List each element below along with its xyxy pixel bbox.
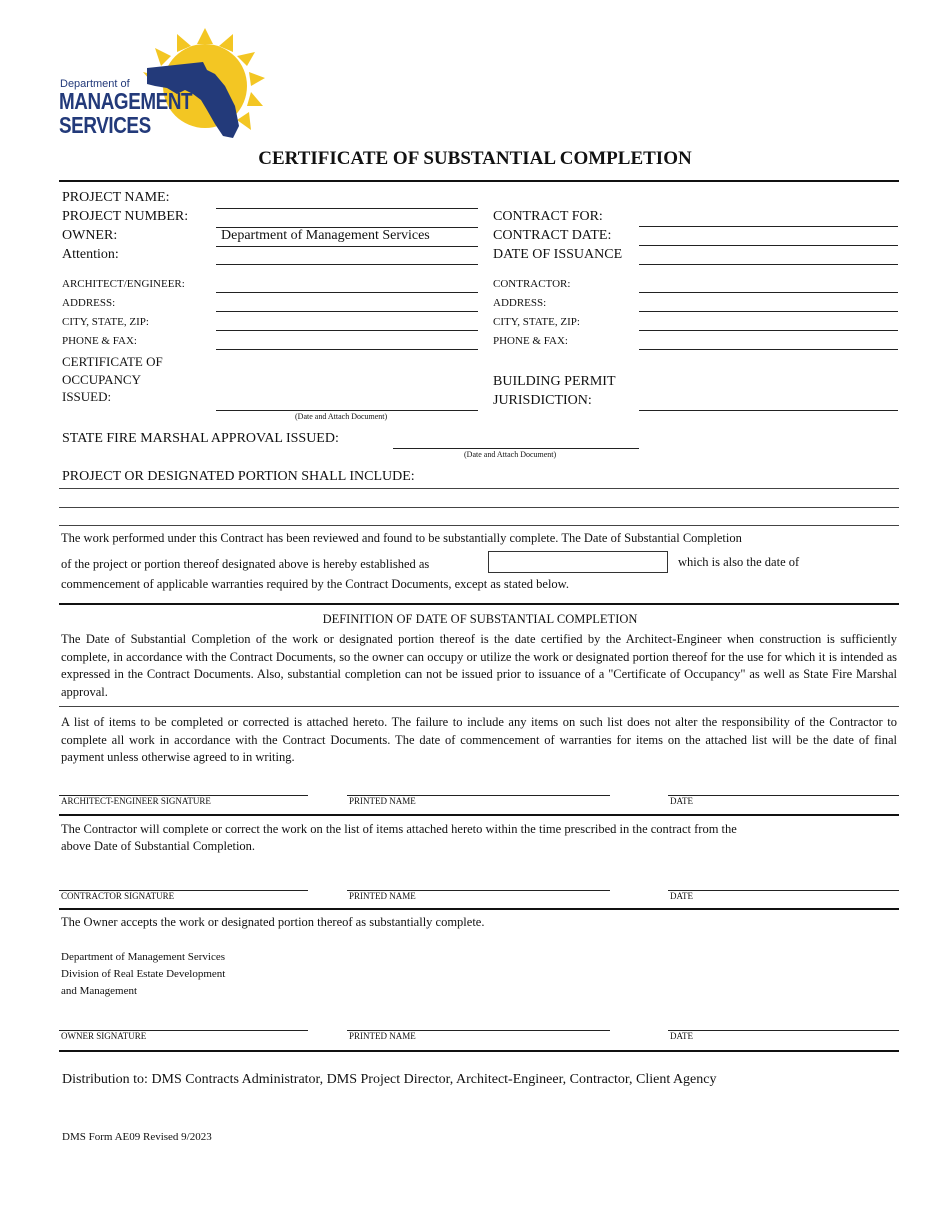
- contract-date-label: CONTRACT DATE:: [493, 228, 612, 243]
- designated-line-2: [59, 507, 899, 508]
- occupancy-note: (Date and Attach Document): [295, 412, 388, 421]
- owner-org-line-3: and Management: [61, 985, 138, 997]
- logo-line-2: MANAGEMENT: [59, 88, 193, 114]
- owner-value: Department of Management Services: [221, 228, 430, 243]
- owner-rule: [59, 1050, 899, 1052]
- page-title: CERTIFICATE OF SUBSTANTIAL COMPLETION: [258, 148, 692, 169]
- architect-date-label: DATE: [670, 796, 693, 806]
- building-permit-label-2: JURISDICTION:: [493, 393, 592, 408]
- architect-engineer-field[interactable]: [216, 275, 478, 293]
- statement-line-2: of the project or portion thereof designated above is hereby established as: [61, 557, 430, 571]
- contract-for-field[interactable]: [639, 209, 898, 227]
- phone-left-underline: [216, 349, 478, 350]
- occupancy-field[interactable]: [216, 392, 478, 410]
- phone-left-field[interactable]: [216, 332, 478, 350]
- dms-logo: [55, 28, 270, 143]
- designated-line-1: [59, 488, 899, 489]
- building-permit-field[interactable]: [639, 392, 898, 410]
- phone-right-field[interactable]: [639, 332, 898, 350]
- fire-marshal-field[interactable]: [393, 430, 639, 448]
- architect-rule: [59, 814, 899, 816]
- city-left-label: CITY, STATE, ZIP:: [62, 316, 149, 328]
- architect-date-line: [668, 795, 899, 796]
- phone-left-label: PHONE & FAX:: [62, 335, 137, 347]
- attention-label: Attention:: [62, 247, 119, 262]
- contractor-date-field[interactable]: [668, 871, 899, 889]
- contractor-text-line-1: The Contractor will complete or correct the work on the list of items attached hereto within the time prescribed in the contract from the: [61, 822, 737, 836]
- owner-org-line-1: Department of Management Services: [61, 951, 226, 963]
- contractor-label: CONTRACTOR:: [493, 278, 571, 290]
- building-permit-label-1: BUILDING PERMIT: [493, 374, 616, 389]
- definition-rule: [59, 706, 899, 707]
- architect-printed-label: PRINTED NAME: [349, 796, 416, 806]
- address-right-underline: [639, 311, 898, 312]
- date-of-issuance-label: DATE OF ISSUANCE: [493, 247, 623, 262]
- definition-heading: DEFINITION OF DATE OF SUBSTANTIAL COMPLETION: [322, 612, 638, 626]
- contractor-signature-label: CONTRACTOR SIGNATURE: [61, 891, 175, 901]
- city-left-field[interactable]: [216, 313, 478, 331]
- logo-line-1: Department of: [60, 78, 130, 90]
- address-left-field[interactable]: [216, 294, 478, 312]
- contractor-rule: [59, 908, 899, 910]
- date-of-issuance-field[interactable]: [639, 247, 898, 265]
- project-number-field[interactable]: [216, 209, 478, 227]
- owner-date-line: [668, 1030, 899, 1031]
- owner-date-field[interactable]: [668, 1011, 899, 1029]
- architect-date-field[interactable]: [668, 776, 899, 794]
- designated-line-3: [59, 525, 899, 526]
- logo-line-3: SERVICES: [59, 112, 151, 138]
- address-left-label: ADDRESS:: [62, 297, 116, 309]
- fire-marshal-label: STATE FIRE MARSHAL APPROVAL ISSUED:: [62, 431, 339, 446]
- architect-engineer-underline: [216, 292, 478, 293]
- definition-text: The Date of Substantial Completion of the work or designated portion thereof is the date certified by the Architect-Engineer when construction is sufficiently complete, in accordance with the Contract Documents, so the owner can occupy or utilize the work or designated portion thereof for the use for which it is intended as expressed in the Contract Documents. Also, substantial completion can not be issued prior to issuance of a "Certificate of Occupancy" as well as State Fire Marshal approval.: [61, 632, 897, 699]
- contractor-printed-field[interactable]: [347, 871, 610, 889]
- attention-field[interactable]: [216, 247, 478, 265]
- city-left-underline: [216, 330, 478, 331]
- substantial-completion-date-input[interactable]: [488, 551, 668, 573]
- occupancy-underline: [216, 410, 478, 411]
- contractor-text-line-2: above Date of Substantial Completion.: [61, 839, 256, 853]
- owner-signature-field[interactable]: [59, 1011, 308, 1029]
- contract-date-field[interactable]: [639, 228, 898, 246]
- owner-printed-field[interactable]: [347, 1011, 610, 1029]
- architect-signature-field[interactable]: [59, 776, 308, 794]
- contractor-date-label: DATE: [670, 891, 693, 901]
- contract-for-label: CONTRACT FOR:: [493, 209, 603, 224]
- contractor-underline: [639, 292, 898, 293]
- items-list-text: A list of items to be completed or corrected is attached hereto. The failure to include any items on such list does not alter the responsibility of the Contractor to complete all work in accordance with the Contract Documents. The date of commencement of warranties for items on the attached list will be the date of final payment unless otherwise agreed to in writing.: [61, 715, 897, 764]
- occupancy-label-1: CERTIFICATE OF: [62, 354, 163, 369]
- fire-marshal-note: (Date and Attach Document): [464, 450, 557, 459]
- occupancy-label-3: ISSUED:: [62, 389, 112, 404]
- owner-text: The Owner accepts the work or designated portion thereof as substantially complete.: [61, 915, 485, 929]
- phone-right-underline: [639, 349, 898, 350]
- fire-marshal-underline: [393, 448, 639, 449]
- owner-signature-label: OWNER SIGNATURE: [61, 1031, 147, 1041]
- date-of-issuance-underline: [639, 264, 898, 265]
- project-name-field[interactable]: [216, 190, 478, 208]
- address-right-label: ADDRESS:: [493, 297, 547, 309]
- contractor-date-line: [668, 890, 899, 891]
- address-left-underline: [216, 311, 478, 312]
- statement-line-2-after: which is also the date of: [678, 555, 800, 569]
- project-number-label: PROJECT NUMBER:: [62, 209, 189, 224]
- building-permit-underline: [639, 410, 898, 411]
- project-name-label: PROJECT NAME:: [62, 190, 170, 205]
- title-rule: [59, 180, 899, 182]
- architect-signature-label: ARCHITECT-ENGINEER SIGNATURE: [61, 796, 211, 806]
- city-right-label: CITY, STATE, ZIP:: [493, 316, 580, 328]
- architect-printed-field[interactable]: [347, 776, 610, 794]
- statement-line-3: commencement of applicable warranties required by the Contract Documents, except as stated below.: [61, 577, 570, 591]
- owner-org-line-2: Division of Real Estate Development: [61, 968, 226, 980]
- form-id: DMS Form AE09 Revised 9/2023: [62, 1131, 212, 1143]
- city-right-field[interactable]: [639, 313, 898, 331]
- designated-portion-label: PROJECT OR DESIGNATED PORTION SHALL INCLUDE:: [62, 469, 415, 484]
- address-right-field[interactable]: [639, 294, 898, 312]
- city-right-underline: [639, 330, 898, 331]
- architect-engineer-label: ARCHITECT/ENGINEER:: [62, 278, 185, 290]
- owner-printed-label: PRINTED NAME: [349, 1031, 416, 1041]
- contract-for-underline: [639, 226, 898, 227]
- contract-date-underline: [639, 245, 898, 246]
- statement-line-1: The work performed under this Contract has been reviewed and found to be substantially complete. The Date of Substantial Completion: [61, 531, 742, 545]
- owner-date-label: DATE: [670, 1031, 693, 1041]
- attention-underline: [216, 264, 478, 265]
- distribution-text: Distribution to: DMS Contracts Administrator, DMS Project Director, Architect-Engineer, Contractor, Client Agency: [62, 1072, 717, 1087]
- statement-rule: [59, 603, 899, 605]
- contractor-printed-label: PRINTED NAME: [349, 891, 416, 901]
- contractor-field[interactable]: [639, 275, 898, 293]
- owner-label: OWNER:: [62, 228, 118, 243]
- occupancy-label-2: OCCUPANCY: [62, 372, 141, 387]
- phone-right-label: PHONE & FAX:: [493, 335, 568, 347]
- contractor-signature-field[interactable]: [59, 871, 308, 889]
